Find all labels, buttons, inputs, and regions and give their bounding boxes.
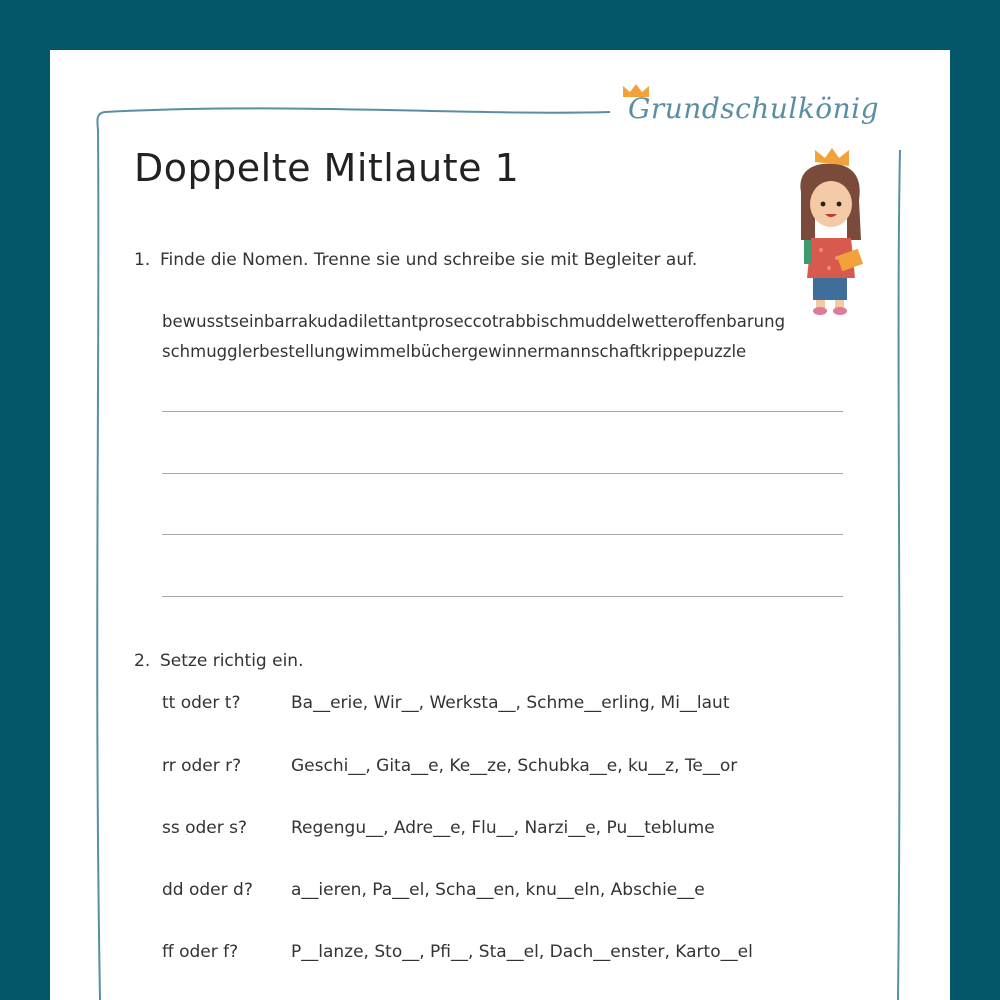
letter-chain xyxy=(162,307,785,367)
brand-logo-text: Grundschulkönig xyxy=(628,92,880,125)
exercise-words: Geschi__, Gita__e, Ke__ze, Schubka__e, ku__z, Te__or xyxy=(291,756,738,776)
task-1-heading xyxy=(134,250,697,270)
exercise-question: ff oder f? xyxy=(162,942,239,962)
exercise-words: Regengu__, Adre__e, Flu__, Narzi__e, Pu__teblume xyxy=(291,818,715,838)
writing-line[interactable] xyxy=(162,411,843,412)
letter-chain-line-2: schmugglerbestellungwimmelbüchergewinnermannschaftkrippepuzzle xyxy=(162,342,747,361)
page-title: Doppelte Mitlaute 1 xyxy=(134,146,520,190)
writing-line[interactable] xyxy=(162,596,843,597)
exercise-row xyxy=(162,880,705,900)
girl-with-crown-illustration xyxy=(785,148,875,318)
task-1-instruction: Finde die Nomen. Trenne sie und schreibe sie mit Begleiter auf. xyxy=(160,250,698,270)
exercise-row xyxy=(162,693,730,713)
exercise-question: tt oder t? xyxy=(162,693,241,713)
exercise-words: a__ieren, Pa__el, Scha__en, knu__eln, Abschie__e xyxy=(291,880,705,900)
exercise-words: P__lanze, Sto__, Pfi__, Sta__el, Dach__enster, Karto__el xyxy=(291,942,753,962)
task-2-heading xyxy=(134,651,303,671)
task-2-number: 2. xyxy=(134,651,151,671)
task-2-instruction: Setze richtig ein. xyxy=(160,651,304,671)
letter-chain-line-1: bewusstseinbarrakudadilettantproseccotrabbischmuddelwetteroffenbarung xyxy=(162,312,786,331)
task-1-number: 1. xyxy=(134,250,151,270)
exercise-row xyxy=(162,942,753,962)
writing-line[interactable] xyxy=(162,534,843,535)
writing-line[interactable] xyxy=(162,473,843,474)
worksheet-page xyxy=(50,50,950,1000)
exercise-words: Ba__erie, Wir__, Werksta__, Schme__erling, Mi__laut xyxy=(291,693,730,713)
exercise-row xyxy=(162,756,737,776)
exercise-question: dd oder d? xyxy=(162,880,253,900)
exercise-row xyxy=(162,818,715,838)
exercise-question: ss oder s? xyxy=(162,818,248,838)
exercise-question: rr oder r? xyxy=(162,756,242,776)
